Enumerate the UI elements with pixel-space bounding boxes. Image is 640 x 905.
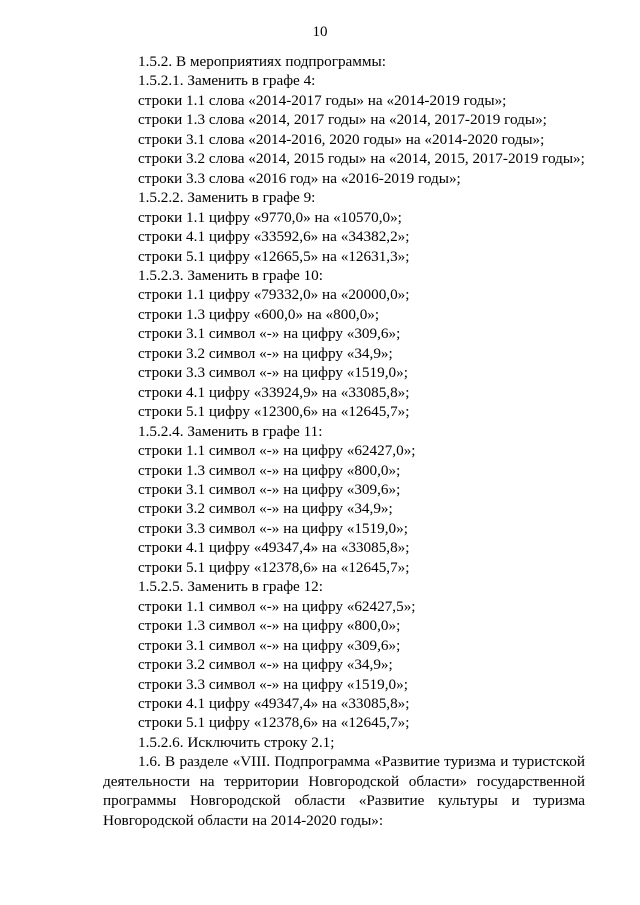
text-line: строки 4.1 цифру «33924,9» на «33085,8»; (138, 383, 410, 401)
document-body (103, 52, 585, 830)
text-line: строки 5.1 цифру «12378,6» на «12645,7»; (138, 558, 410, 576)
text-line: строки 3.3 символ «-» на цифру «1519,0»; (138, 519, 408, 537)
text-line: 1.5.2.5. Заменить в графе 12: (138, 578, 323, 596)
text-line: строки 5.1 цифру «12378,6» на «12645,7»; (138, 714, 410, 732)
text-line: 1.5.2.6. Исключить строку 2.1; (138, 733, 335, 751)
text-line: строки 4.1 цифру «49347,4» на «33085,8»; (138, 694, 410, 712)
text-line: строки 4.1 цифру «33592,6» на «34382,2»; (138, 228, 410, 246)
text-line: 1.5.2.3. Заменить в графе 10: (138, 266, 323, 284)
final-paragraph (103, 752, 585, 830)
text-line: строки 1.1 цифру «9770,0» на «10570,0»; (138, 208, 402, 226)
text-line: строки 3.3 символ «-» на цифру «1519,0»; (138, 364, 408, 382)
text-line: 1.5.2.4. Заменить в графе 11: (138, 422, 323, 440)
text-line: строки 1.3 символ «-» на цифру «800,0»; (138, 461, 401, 479)
text-line: строки 1.1 слова «2014-2017 годы» на «2014-2019 годы»; (138, 91, 507, 109)
text-line: строки 3.3 слова «2016 год» на «2016-2019 годы»; (138, 169, 461, 187)
text-line: строки 3.1 слова «2014-2016, 2020 годы» на «2014-2020 годы»; (138, 130, 545, 148)
text-line: строки 3.2 символ «-» на цифру «34,9»; (138, 344, 393, 362)
text-line: строки 3.2 слова «2014, 2015 годы» на «2014, 2015, 2017-2019 годы»; (138, 150, 585, 168)
amendment-list (103, 52, 585, 752)
paragraph-line: 1.6. В разделе «VIII. Подпрограмма «Развитие туризма и туристской (138, 753, 585, 771)
text-line: строки 4.1 цифру «49347,4» на «33085,8»; (138, 539, 410, 557)
text-line: строки 1.3 слова «2014, 2017 годы» на «2014, 2017-2019 годы»; (138, 111, 547, 129)
paragraph-line: деятельности на территории Новгородской области» государственной (103, 772, 585, 790)
text-line: строки 3.2 символ «-» на цифру «34,9»; (138, 500, 393, 518)
text-line: строки 3.1 символ «-» на цифру «309,6»; (138, 325, 401, 343)
text-line: строки 1.1 цифру «79332,0» на «20000,0»; (138, 286, 410, 304)
text-line: строки 1.3 символ «-» на цифру «800,0»; (138, 617, 401, 635)
text-line: строки 3.1 символ «-» на цифру «309,6»; (138, 480, 401, 498)
page-number: 10 (312, 24, 328, 40)
text-line: 1.5.2.1. Заменить в графе 4: (138, 72, 316, 90)
text-line: строки 3.3 символ «-» на цифру «1519,0»; (138, 675, 408, 693)
text-line: 1.5.2.2. Заменить в графе 9: (138, 189, 316, 207)
text-line: строки 1.1 символ «-» на цифру «62427,5»; (138, 597, 416, 615)
text-line: строки 5.1 цифру «12665,5» на «12631,3»; (138, 247, 410, 265)
text-line: строки 3.2 символ «-» на цифру «34,9»; (138, 656, 393, 674)
text-line: строки 5.1 цифру «12300,6» на «12645,7»; (138, 403, 410, 421)
text-line: 1.5.2. В мероприятиях подпрограммы: (138, 53, 386, 70)
text-line: строки 1.3 цифру «600,0» на «800,0»; (138, 305, 380, 323)
text-line: строки 1.1 символ «-» на цифру «62427,0»; (138, 442, 416, 460)
paragraph-line: Новгородской области на 2014-2020 годы»: (103, 811, 384, 829)
paragraph-line: программы Новгородской области «Развитие культуры и туризма (103, 792, 585, 810)
text-line: строки 3.1 символ «-» на цифру «309,6»; (138, 636, 401, 654)
